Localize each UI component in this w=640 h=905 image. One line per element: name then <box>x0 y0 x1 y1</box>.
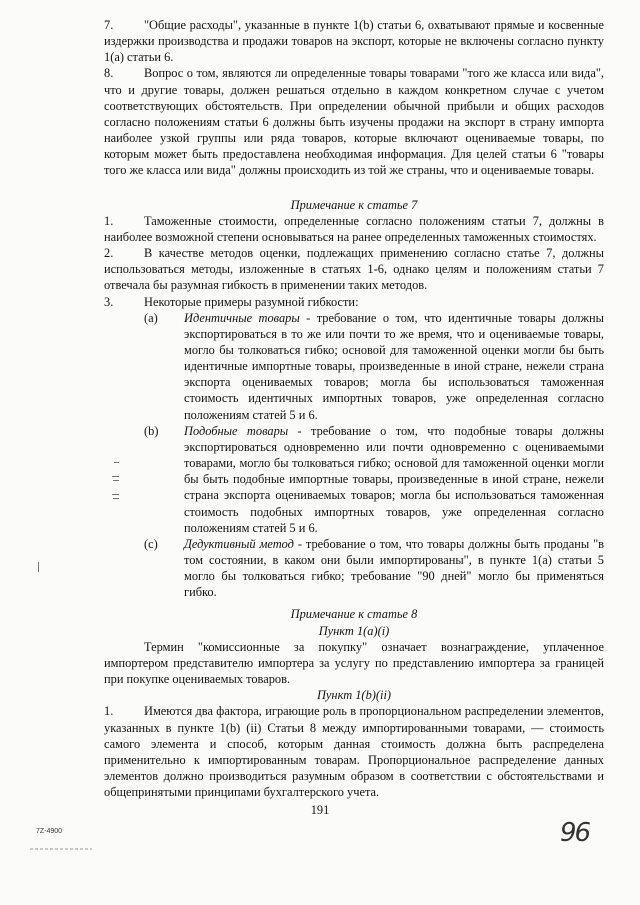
margin-marks <box>38 462 119 572</box>
speck <box>113 480 119 481</box>
note8-heading: Примечание к статье 8 <box>290 607 418 622</box>
item-text: - требование о том, что идентичные товары должны экспортироваться в то же или почти то же время, что и оцениваемые товары, могло бы толковаться гибко; основой для таможенной оценки могли бы быть идентичные импортные товары, произведенные в иной стране, нежели страна экспорта оцениваемых товаров; могла бы использоваться таможенная стоимость идентичных импортных товаров, уже определенная согласно положениям статей 5 и 6. <box>184 310 604 422</box>
paragraph-text: В качестве методов оценки, подлежащих применению согласно статье 7, должны использоваться методы, изложенные в статьях 1-6, однако целям и положениям статьи 7 отвечала бы разумная гибкость в применении таких методов. <box>104 246 604 293</box>
item-text: - требование о том, что товары должны быть проданы "в том состоянии, в каком они были импортированы", в пункте 1(a) статьи 5 могло бы толковаться гибко; требование "90 дней" могло бы применяться гибко. <box>184 536 605 600</box>
paragraph-text: "Общие расходы", указанные в пункте 1(b) статьи 6, охватывают прямые и косвенные издержки производства и продажи товаров на экспорт, которые не включены согласно пункту 1(a) статьи 6. <box>104 18 604 65</box>
paragraph-text: Таможенные стоимости, определенные согласно положениям статьи 7, должны в наиболее возможной степени основываться на ранее определенных таможенных стоимостях. <box>104 213 604 244</box>
paragraph-number: 1. <box>104 704 114 719</box>
paragraph-text: Вопрос о том, являются ли определенные товары товарами "того же класса или вида", что и другие товары, должен решаться отдельно в каждом конкретном случае с учетом соответствующих обстоятельств. При определении обычной прибыли и общих расходов согласно положениям статьи 6 должны быть изучены продажи на экспорт в страну импорта наиболее узкой группы или ряда товаров, которые включают оцениваемые товары, по которым может быть предоставлена необходимая информация. Для целей статьи 6 "товары того же класса или вида" должны происходить из той же страны, что и оцениваемые товары. <box>104 66 604 178</box>
item-title: Подобные товары <box>184 423 289 438</box>
note8-term-paragraph: Термин "комиссионные за покупку" означает вознаграждение, уплаченное импортером представителю импортера за услугу по представлению импортера за границей при покупке оцениваемых товаров. <box>104 639 604 687</box>
paragraph-number: 3. <box>104 294 114 309</box>
paragraph-number: 1. <box>104 213 114 228</box>
speck <box>112 476 119 477</box>
note8-subheading-2: Пункт 1(b)(ii) <box>316 688 392 703</box>
speck <box>38 562 39 572</box>
item-letter: (c) <box>144 536 158 551</box>
note8-subheading-1: Пункт 1(a)(i) <box>318 623 390 638</box>
note7-heading: Примечание к статье 7 <box>290 197 418 212</box>
paragraph-number: 7. <box>104 18 114 32</box>
paragraph-text: Некоторые примеры разумной гибкости: <box>144 294 359 309</box>
item-text: - требование о том, что подобные товары должны экспортироваться одновременно или почти одновременно с оцениваемыми товарами, могло бы толковаться гибко; основой для таможенной оценки могли бы быть подобные импортные товары, произведенные в иной стране, нежели страна экспорта оцениваемых товаров; могла бы использоваться таможенная стоимость подобных импортных товаров, уже определенная согласно положениям статей 5 и 6. <box>184 423 604 535</box>
speck <box>114 462 119 463</box>
speck <box>113 498 119 499</box>
speck <box>112 494 119 495</box>
handwritten-number: 96 <box>560 818 590 848</box>
paragraph-number: 8. <box>104 66 114 81</box>
paragraph-text: Имеются два фактора, играющие роль в пропорциональном распределении элементов, указанных в пункте 1(b) (ii) Статьи 8 между импортированными товарами, — стоимость самого элемента и способ, которым данная стоимость должна быть распределена применительно к импортированным товарам. Пропорциональное распределение данных элементов должно производиться разумным образом в соответствии с обстоятельствами и общепринятыми принципами бухгалтерского учета. <box>104 704 604 800</box>
item-title: Идентичные товары <box>184 310 300 325</box>
item-letter: (b) <box>144 423 159 438</box>
item-letter: (a) <box>144 310 158 325</box>
footer-code: 7Z-4900 <box>36 828 63 835</box>
paragraph-number: 2. <box>104 246 114 261</box>
item-title: Дедуктивный метод <box>184 536 294 551</box>
page-number: 191 <box>310 803 330 817</box>
